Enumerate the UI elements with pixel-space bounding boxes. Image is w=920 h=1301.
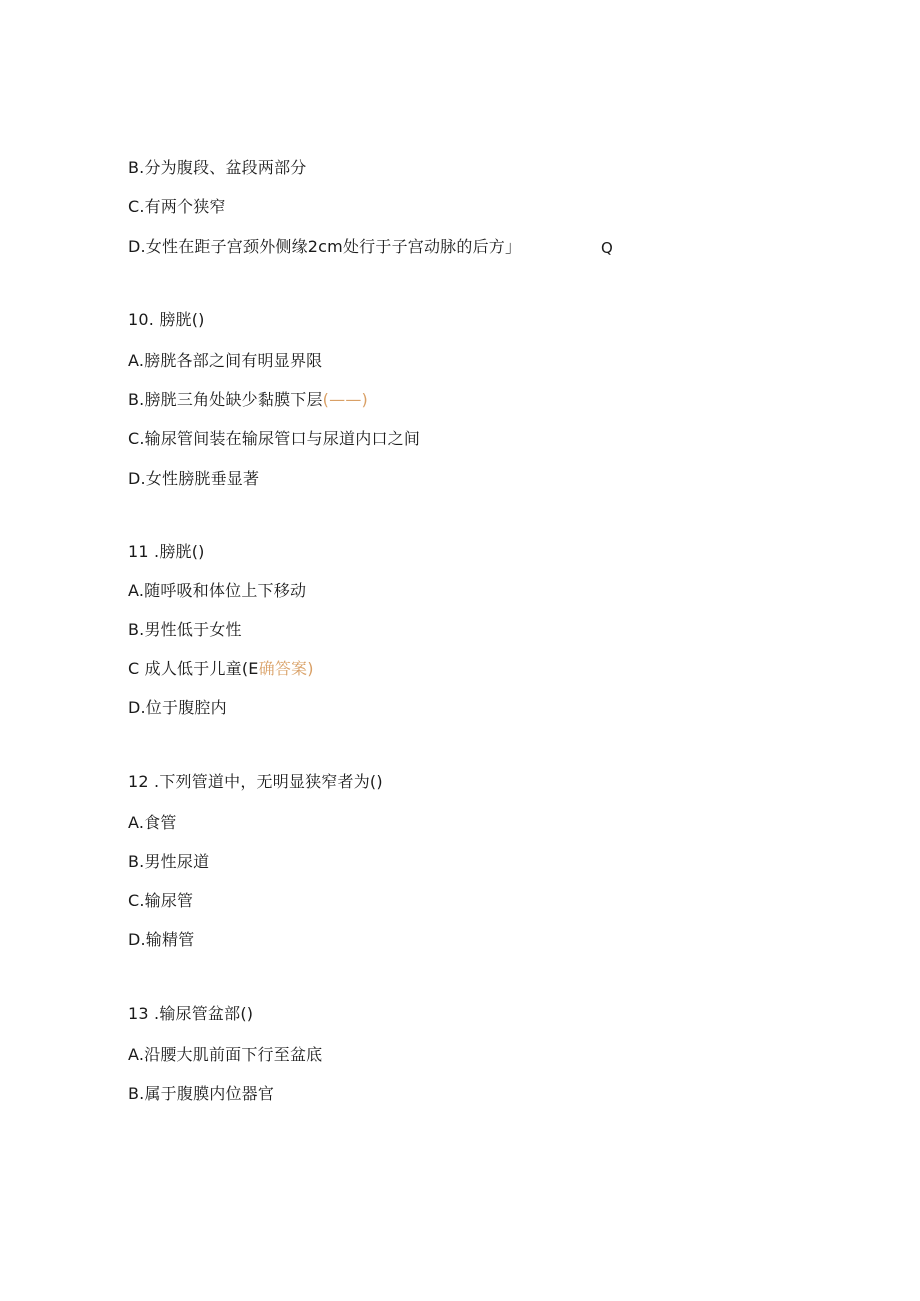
- q10-option-c: C.输尿管间装在输尿管口与尿道内口之间: [128, 429, 421, 448]
- q10-stem: 10. 膀胱(): [128, 310, 205, 329]
- q10-option-a: A.膀胱各部之间有明显界限: [128, 351, 323, 370]
- q10-option-b: [128, 389, 368, 411]
- q12-stem: 12 .下列管道中，无明显狭窄者为(): [128, 772, 383, 791]
- q12-option-d: D.输精管: [128, 930, 195, 949]
- q9-option-d: D.女性在距子宫颈外侧缘2cm处行于子宫动脉的后方」: [128, 237, 522, 256]
- stray-mark: Q: [601, 239, 613, 257]
- q11-option-a: A.随呼吸和体位上下移动: [128, 581, 307, 600]
- q13-option-b: B.属于腹膜内位器官: [128, 1084, 275, 1103]
- q12-option-c: C.输尿管: [128, 891, 194, 910]
- q9-option-c: C.有两个狭窄: [128, 197, 226, 216]
- q11-option-c: [128, 658, 314, 680]
- q13-option-a: A.沿腰大肌前面下行至盆底: [128, 1045, 323, 1064]
- q10-option-d: D.女性膀胱垂显著: [128, 469, 260, 488]
- q11-option-d: D.位于腹腔内: [128, 698, 227, 717]
- q11-stem: 11 .膀胱(): [128, 542, 205, 561]
- q12-option-a: A.食管: [128, 813, 177, 832]
- q10-option-b-answer-mark: (——): [322, 390, 368, 409]
- q13-stem: 13 .输尿管盆部(): [128, 1004, 254, 1023]
- q11-option-c-answer-mark: 确答案): [258, 659, 314, 678]
- q11-option-c-text: C 成人低于儿童(E: [128, 659, 259, 678]
- q11-option-b: B.男性低于女性: [128, 620, 242, 639]
- q9-option-b: B.分为腹段、盆段两部分: [128, 158, 307, 177]
- q12-option-b: B.男性尿道: [128, 852, 210, 871]
- q10-option-b-text: B.膀胱三角处缺少黏膜下层: [128, 390, 323, 409]
